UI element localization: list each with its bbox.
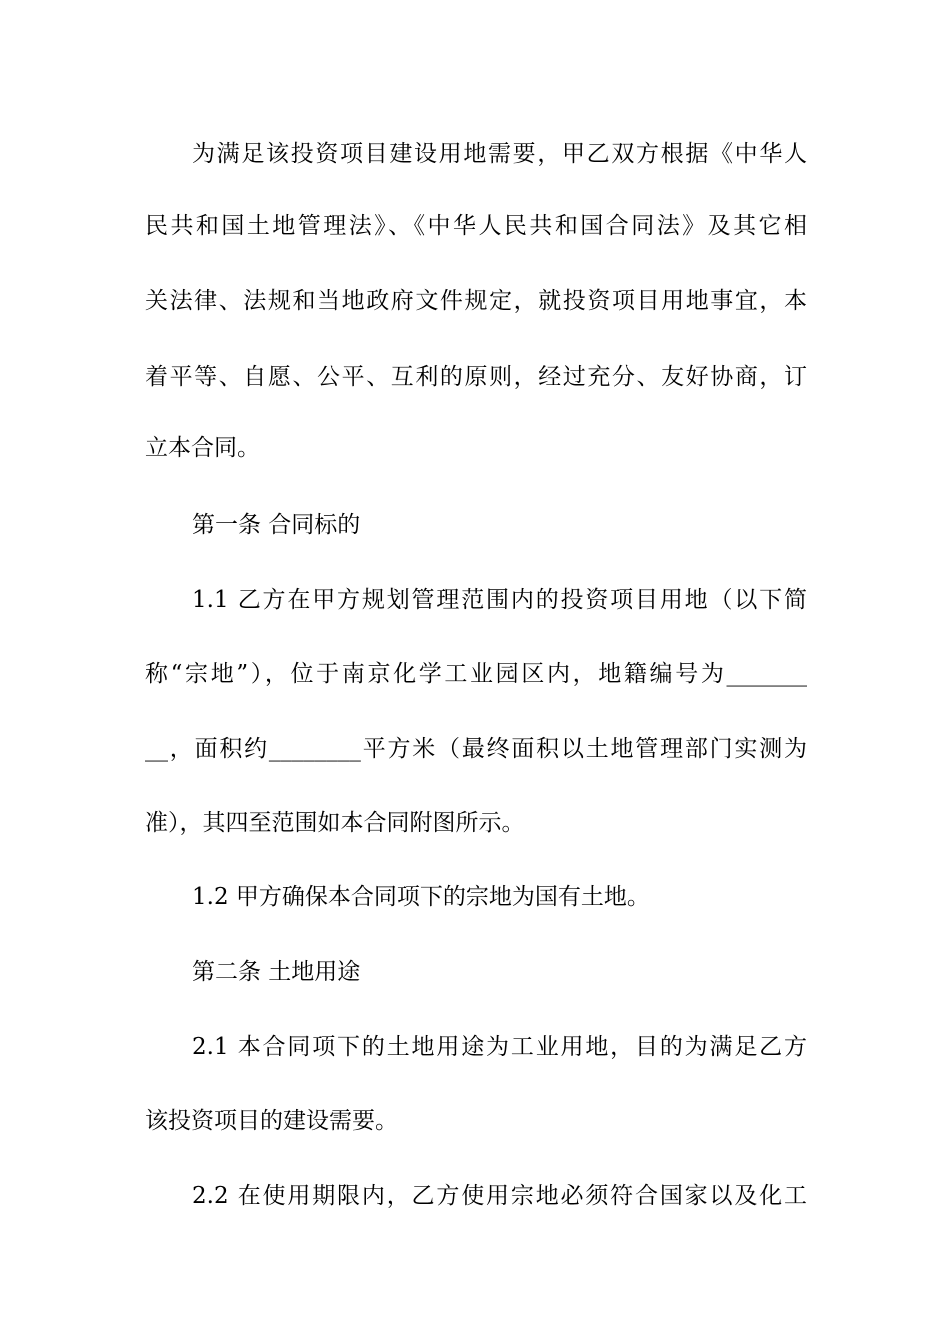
paragraph-line-5: 立本合同。 (145, 435, 260, 461)
clause-1-1-line-3: __，面积约________平方米（最终面积以土地管理部门实测为 (145, 736, 807, 762)
paragraph-line-4: 着平等、自愿、公平、互利的原则，经过充分、友好协商，订 (145, 364, 807, 390)
clause-2-1-line-2: 该投资项目的建设需要。 (145, 1108, 398, 1134)
paragraph-line-3: 关法律、法规和当地政府文件规定，就投资项目用地事宜，本 (145, 288, 807, 314)
paragraph-line-1: 为满足该投资项目建设用地需要，甲乙双方根据《中华人 (192, 141, 807, 167)
clause-2-2-line-1: 2.2 在使用期限内，乙方使用宗地必须符合国家以及化工 (192, 1183, 807, 1209)
article-heading-2: 第二条 土地用途 (192, 959, 361, 985)
paragraph-line-2: 民共和国土地管理法》、《中华人民共和国合同法》及其它相 (145, 213, 807, 239)
clause-2-1-line-1: 2.1 本合同项下的土地用途为工业用地，目的为满足乙方 (192, 1034, 807, 1060)
clause-1-2: 1.2 甲方确保本合同项下的宗地为国有土地。 (192, 884, 650, 910)
clause-1-1-line-1: 1.1 乙方在甲方规划管理范围内的投资项目用地（以下简 (192, 587, 807, 613)
article-heading-1: 第一条 合同标的 (192, 512, 361, 538)
clause-1-1-line-2: 称“宗地”），位于南京化学工业园区内，地籍编号为_______ (145, 661, 807, 687)
clause-1-1-line-4: 准），其四至范围如本合同附图所示。 (145, 810, 525, 836)
